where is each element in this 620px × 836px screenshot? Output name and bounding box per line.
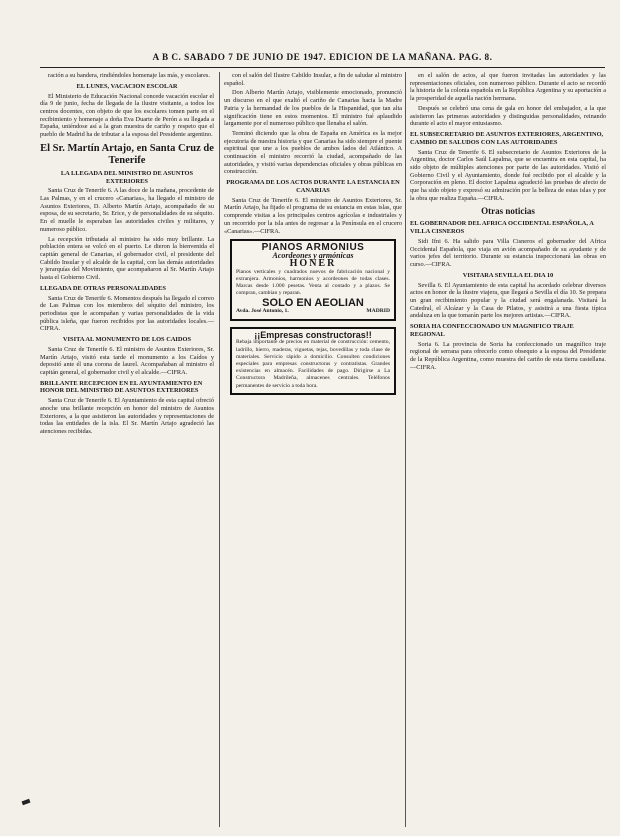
paragraph: Después se celebró una cena de gala en honor del embajador, a la que asistieron las primeras autoridades y distinguidas personalidades, reinando durante el acto el mayor entusiasmo. (410, 104, 606, 128)
paragraph: Soria 6. La provincia de Soria ha confeccionado un magnífico traje regional de serrana para ofrecerlo como obsequio a la esposa del Presidente de la República Argentina, como muestra del cariño de esta tierra castellana.—CIFRA. (410, 340, 606, 371)
subhead-llegada-ministro: LA LLEGADA DEL MINISTRO DE ASUNTOS EXTERIORES (60, 169, 194, 185)
page-header: A B C. SABADO 7 DE JUNIO DE 1947. EDICION DE LA MAÑANA. PAG. 8. (152, 52, 493, 62)
subhead-soria: SORIA HA CONFECCIONADO UN MAGNIFICO TRAJE REGIONAL (410, 323, 574, 338)
advert-brand: HONER (289, 257, 337, 269)
advert-city: MADRID (366, 308, 390, 315)
advert-title: ¡¡Empresas constructoras!! (254, 329, 372, 340)
advert-title: PIANOS ARMONIUS (261, 242, 365, 254)
paragraph: en el salón de actos, al que fueron invitadas las autoridades y las representaciones oficiales, con numeroso público. Durante el acto se recordó la historia de la colonia española en la República Argentina y su aportación a la prosperidad de aquella nación hermana. (410, 72, 606, 103)
subhead-recepcion: BRILLANTE RECEPCION EN EL AYUNTAMIENTO EN HONOR DEL MINISTRO DE ASUNTOS EXTERIORES (40, 379, 203, 395)
column-3 (410, 72, 606, 827)
advert-text: Pianos verticales y cuadrados nuevos de fabricación nacional y extranjera. Armonios, harmonios y acordeones de todas clases. Marcas desde 1.000 pesetas. Venta al contado y a plazos. Se compran, cambian y reparan. (236, 269, 390, 297)
paragraph: Santa Cruz de Tenerife 6. El ministro de Asuntos Exteriores, Sr. Martín Artajo, ha fijado el programa de su estancia en estas islas, que comprende visitas a los principales centros agrícolas e industriales y un recorrido por la isla antes de regresar a la Península en el crucero «Canarias».—CIFRA. (224, 196, 402, 235)
section-otras-noticias: Otras noticias (481, 206, 535, 217)
paragraph: Terminó diciendo que la obra de España en América es la mejor ejecutoria de nuestra historia y que Canarias ha sido siempre el puente espiritual que une a los pueblos de ambos lados del Atlántico. A continuación el ministro recorrió la ciudad, acompañado de las autoridades, y visitó varias dependencias oficiales y obras públicas en construcción. (224, 129, 402, 176)
advert-slogan: SOLO EN AEOLIAN (262, 297, 364, 310)
advert-street: Avda. José Antonio, 1. (236, 308, 289, 315)
header-rule (40, 67, 605, 68)
subhead-monumento-caidos: VISITA AL MONUMENTO DE LOS CAIDOS (62, 336, 192, 344)
column-divider (405, 72, 406, 827)
paragraph: Santa Cruz de Tenerife 6. A las doce de la mañana, procedente de Las Palmas, y en el crucero «Canarias», ha llegado el ministro de Asuntos Exteriores, D. Alberto Martín Artajo, acompañado de su esposa, de su secretario, Sr. Erice, y de personalidades de su séquito. En el muelle le esperaban las autoridades civiles y militares, y numeroso público. (40, 187, 214, 233)
advert-text: Rebaja importante de precios en material de construcción: cemento, ladrillo, hierro, maderas, viguetas, tejas, bovedillas y toda clase de materiales. Servicio rápido a domicilio. Consulten condiciones especiales para empresas constructoras y contratistas. Grandes existencias en almacén. Facilidades de pago. Dirigirse a La Constructora Madrileña, almacenes centrales. Teléfonos permanentes de servicio a toda hora. (236, 339, 390, 389)
advert-address (236, 308, 390, 316)
paragraph: con el salón del Ilustre Cabildo Insular, a fin de saludar al ministro español. (224, 72, 402, 87)
subhead-subsecretario: EL SUBSECRETARIO DE ASUNTOS EXTERIORES, ARGENTINO, CAMBIO DE SALUDOS CON LAS AUTORIDADES (410, 130, 604, 146)
column-2 (224, 72, 402, 827)
paragraph: Don Alberto Martín Artajo, visiblemente emocionado, pronunció un discurso en el que exaltó el cariño de Canarias hacia la Madre Patria y la hermandad de los pueblos de la Hispanidad, que tan alta significación tiene en estos momentos. El ministro fué aplaudido largamente por el numeroso público que llenaba el salón. (224, 89, 402, 128)
subhead-sevilla: VISITARA SEVILLA EL DIA 10 (462, 271, 554, 279)
paragraph: El Ministerio de Educación Nacional concede vacación escolar el día 9 de junio, fecha de llegada de la ilustre visitante, a todos los centros docentes, con objeto de que los escolares tomen parte en el recibimiento y homenaje a doña Eva Duarte de Perón a su llegada a España, uniéndose así a la gran muestra de cariño y respeto que el pueblo de Madrid ha de tributar a la esposa del Presidente argentino. (40, 92, 214, 139)
subhead-gobernador: EL GOBERNADOR DEL AFRICA OCCIDENTAL ESPAÑOLA, A VILLA CISNEROS (410, 220, 594, 236)
advert-constructoras (230, 327, 396, 395)
paragraph: Sevilla 6. El Ayuntamiento de esta capital ha acordado celebrar diversos actos en honor de la ilustre viajera, que llegará a Sevilla el día 10. Se prepara un gran recibimiento popular y la ciudad será engalanada. Visitará la Catedral, el Alcázar y la Casa de Pilatos, y asistirá a una fiesta típica andaluza en la que tomarán parte los mejores artistas.—CIFRA. (410, 281, 606, 320)
advert-pianos (230, 239, 396, 321)
paragraph: Santa Cruz de Tenerife 6. El Ayuntamiento de esta capital ofreció anoche una brillante recepción en honor del ministro de Asuntos Exteriores, a la que asistieron las autoridades y representaciones de todas las entidades de la isla. El Sr. Martín Artajo agradeció las atenciones recibidas. (40, 397, 214, 436)
paragraph: La recepción tributada al ministro ha sido muy brillante. La población entera se volcó en el puerto. Le dieron la bienvenida el capitán general de Canarias, el gobernador civil, el presidente del Cabildo Insular y el alcalde de la capital, con las demás autoridades y jerarquías del Movimiento, que acompañaron al Sr. Martín Artajo hasta el Gobierno Civil. (40, 235, 214, 282)
paragraph: Sidi Ifni 6. Ha salido para Villa Cisneros el gobernador del Africa Occidental Española, que viaja en avión acompañado de su ayudante y de varios jefes del territorio. Durante su estancia inspeccionará las obras en curso.—CIFRA. (410, 238, 606, 269)
headline-vacacion: EL LUNES, VACACION ESCOLAR (76, 82, 178, 90)
advert-subtitle: Acordeones y armónicas (272, 250, 354, 260)
margin-mark (22, 799, 31, 805)
paragraph: Santa Cruz de Tenerife 6. El ministro de Asuntos Exteriores, Sr. Martín Artajo, visitó esta tarde el monumento a los Caídos y depositó ante él una corona de laurel. Acompañaban al ministro el capitán general, el gobernador civil y el alcalde.—CIFRA. (40, 345, 214, 376)
paragraph: Santa Cruz de Tenerife 6. El subsecretario de Asuntos Exteriores de la Argentina, doctor Carlos Saúl Lapalma, que se encuentra en esta capital, ha sido objeto de múltiples atenciones por parte de las autoridades. Visitó el Gobierno Civil y el Ayuntamiento, donde fué recibido por el alcalde y la Corporación en pleno. El doctor Lapalma agradeció las pruebas de afecto de que ha sido objeto y expresó su admiración por la belleza de estas islas y por la obra que realiza España.—CIFRA. (410, 148, 606, 202)
column-divider (219, 72, 220, 827)
intro-paragraph: ración a su bandera, rindiéndoles homenaje las más, y escolares. (48, 72, 210, 79)
paragraph: Santa Cruz de Tenerife 6. Momentos después ha llegado el correo de Las Palmas con los miembros del séquito del ministro, los periodistas que le acompañan y varias personalidades de la vida pública isleña, que fueron recibidos por las autoridades locales.—CIFRA. (40, 294, 214, 333)
subhead-otras-personalidades: LLEGADA DE OTRAS PERSONALIDADES (40, 284, 166, 292)
headline-martin-artajo: El Sr. Martín Artajo, en Santa Cruz de Tenerife (40, 142, 214, 166)
column-1 (40, 72, 214, 827)
headline-programa: PROGRAMA DE LOS ACTOS DURANTE LA ESTANCIA EN CANARIAS (226, 179, 400, 194)
